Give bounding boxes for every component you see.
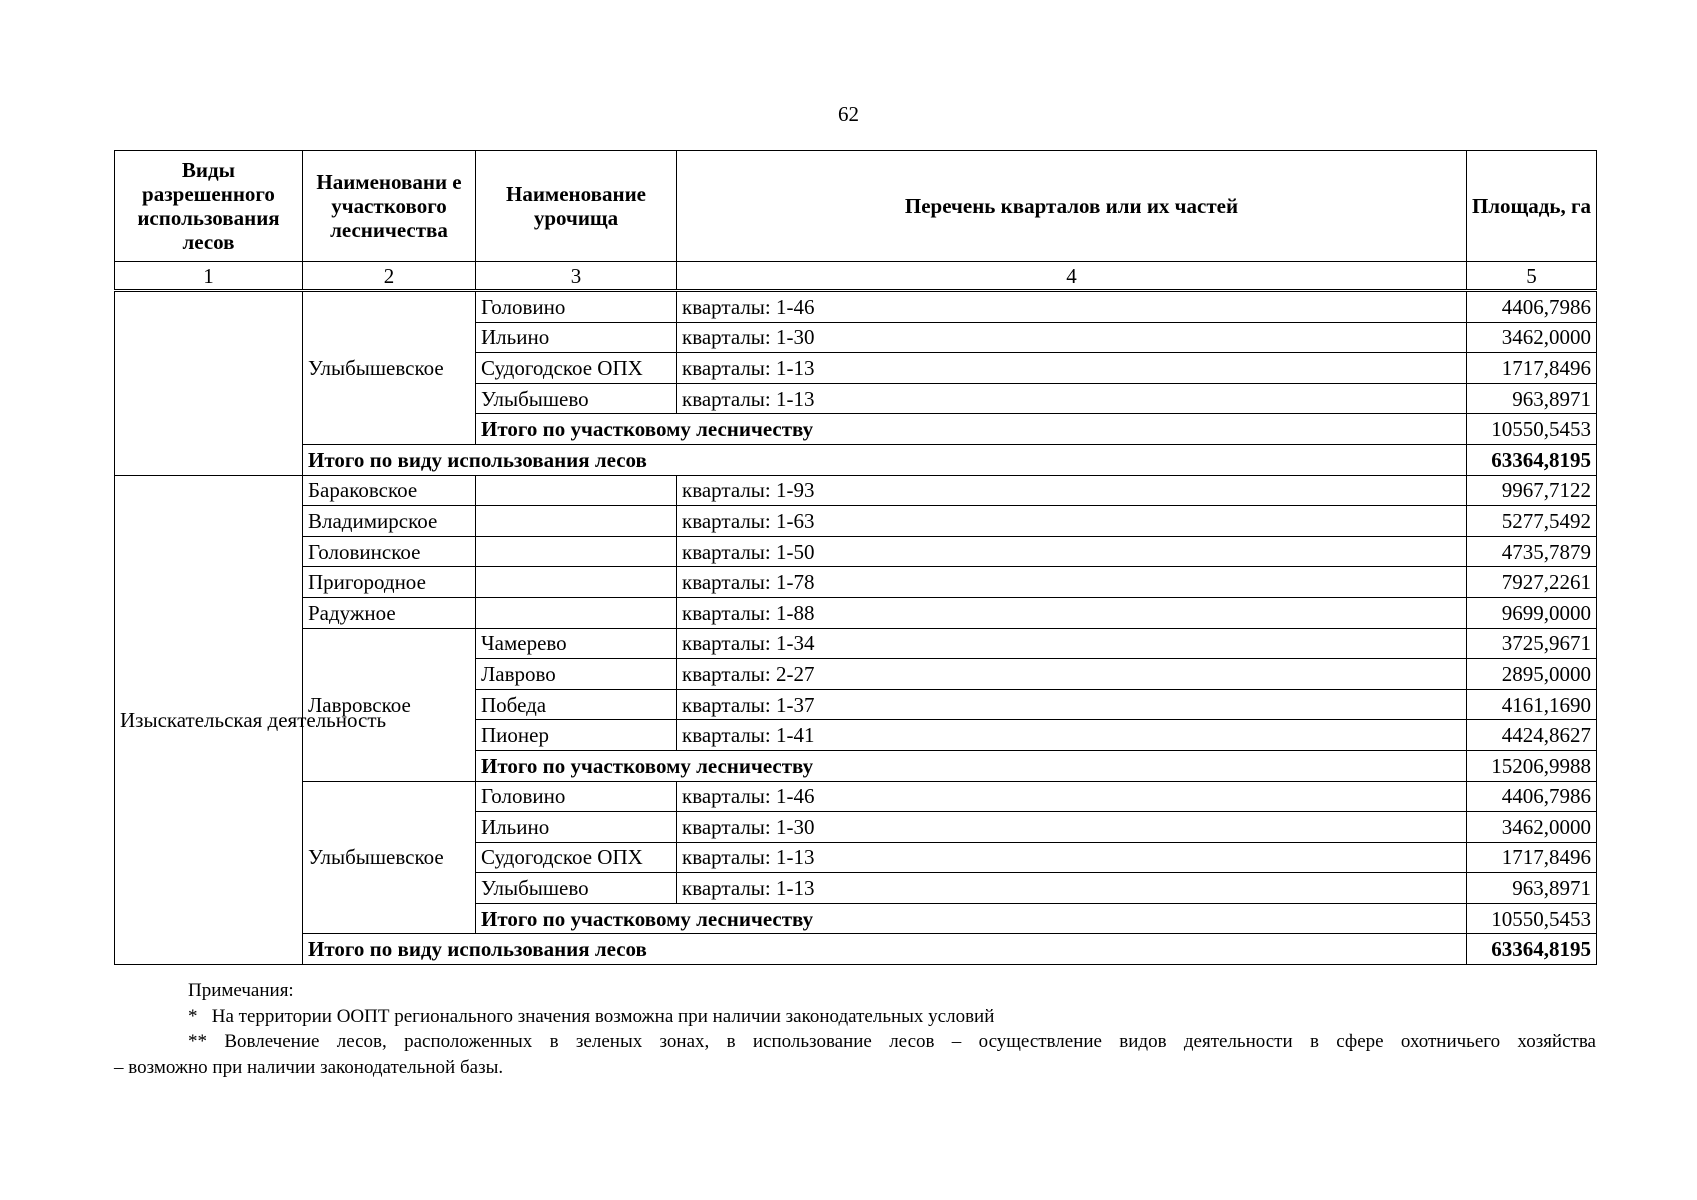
column-number: 1: [115, 262, 303, 291]
quarters: кварталы: 1-50: [677, 536, 1467, 567]
area: 4161,1690: [1467, 689, 1597, 720]
area: 9699,0000: [1467, 597, 1597, 628]
area: 1717,8496: [1467, 842, 1597, 873]
tract-name: Головино: [476, 781, 677, 812]
tract-name: Головино: [476, 291, 677, 323]
tract-name: Лаврово: [476, 659, 677, 690]
forestry-name: Владимирское: [303, 506, 476, 537]
subtotal-label: Итого по участковому лесничеству: [476, 750, 1467, 781]
total-row: [115, 934, 1597, 965]
column-number-row: [115, 262, 1597, 291]
area: 4735,7879: [1467, 536, 1597, 567]
total-value: 63364,8195: [1467, 934, 1597, 965]
tract-name: Ильино: [476, 322, 677, 353]
tract-name: Судогодское ОПХ: [476, 842, 677, 873]
subtotal-label: Итого по участковому лесничеству: [476, 903, 1467, 934]
quarters: кварталы: 1-93: [677, 475, 1467, 506]
quarters: кварталы: 1-37: [677, 689, 1467, 720]
area: 7927,2261: [1467, 567, 1597, 598]
notes-section: [114, 978, 1596, 1080]
page-number: 62: [838, 102, 859, 126]
header-area: Площадь, га: [1467, 151, 1597, 262]
quarters: кварталы: 1-46: [677, 291, 1467, 323]
area: 4406,7986: [1467, 781, 1597, 812]
forestry-name: Радужное: [303, 597, 476, 628]
usage-type-cell-empty: [115, 291, 303, 476]
forestry-name: Головинское: [303, 536, 476, 567]
area: 1717,8496: [1467, 353, 1597, 384]
quarters: кварталы: 1-78: [677, 567, 1467, 598]
note-2-line-2: – возможно при наличии законодательной базы.: [114, 1056, 504, 1078]
quarters: кварталы: 1-41: [677, 720, 1467, 751]
tract-name: [476, 597, 677, 628]
table-row: [115, 506, 1597, 537]
table-row: [115, 291, 1597, 323]
tract-name: Пионер: [476, 720, 677, 751]
tract-name: [476, 506, 677, 537]
area: 4406,7986: [1467, 291, 1597, 323]
quarters: кварталы: 1-13: [677, 383, 1467, 414]
table-row: [115, 781, 1597, 812]
forestry-name: Пригородное: [303, 567, 476, 598]
area: 2895,0000: [1467, 659, 1597, 690]
quarters: кварталы: 1-13: [677, 873, 1467, 904]
area: 4424,8627: [1467, 720, 1597, 751]
total-label: Итого по виду использования лесов: [303, 444, 1467, 475]
forest-usage-table: [114, 150, 1597, 965]
area: 3462,0000: [1467, 322, 1597, 353]
area: 963,8971: [1467, 873, 1597, 904]
header-usage-type: Виды разрешенного использования лесов: [115, 151, 303, 262]
forestry-name: Улыбышевское: [303, 781, 476, 934]
forestry-name: Улыбышевское: [303, 291, 476, 445]
subtotal-label: Итого по участковому лесничеству: [476, 414, 1467, 445]
tract-name: Чамерево: [476, 628, 677, 659]
quarters: кварталы: 1-34: [677, 628, 1467, 659]
area: 3462,0000: [1467, 812, 1597, 843]
column-number: 4: [677, 262, 1467, 291]
tract-name: Ильино: [476, 812, 677, 843]
quarters: кварталы: 1-46: [677, 781, 1467, 812]
total-row: [115, 444, 1597, 475]
quarters: кварталы: 1-88: [677, 597, 1467, 628]
column-number: 5: [1467, 262, 1597, 291]
table-row: [115, 628, 1597, 659]
quarters: кварталы: 1-30: [677, 322, 1467, 353]
tract-name: [476, 567, 677, 598]
area: 3725,9671: [1467, 628, 1597, 659]
total-label: Итого по виду использования лесов: [303, 934, 1467, 965]
table-header-row: [115, 151, 1597, 262]
table-row: [115, 597, 1597, 628]
table-row: [115, 567, 1597, 598]
quarters: кварталы: 2-27: [677, 659, 1467, 690]
header-quarters-list: Перечень кварталов или их частей: [677, 151, 1467, 262]
tract-name: Улыбышево: [476, 383, 677, 414]
usage-type: Изыскательская деятельность: [115, 475, 303, 965]
subtotal-value: 10550,5453: [1467, 903, 1597, 934]
quarters: кварталы: 1-13: [677, 353, 1467, 384]
quarters: кварталы: 1-30: [677, 812, 1467, 843]
subtotal-value: 10550,5453: [1467, 414, 1597, 445]
tract-name: [476, 475, 677, 506]
area: 963,8971: [1467, 383, 1597, 414]
column-number: 2: [303, 262, 476, 291]
table-row: [115, 475, 1597, 506]
tract-name: Улыбышево: [476, 873, 677, 904]
tract-name: Победа: [476, 689, 677, 720]
forestry-name: Лавровское: [303, 628, 476, 781]
column-number: 3: [476, 262, 677, 291]
note-1: * На территории ООПТ регионального значения возможна при наличии законодательных условий: [188, 1005, 995, 1027]
notes-title: Примечания:: [188, 980, 294, 1001]
header-tract-name: Наименование урочища: [476, 151, 677, 262]
quarters: кварталы: 1-63: [677, 506, 1467, 537]
tract-name: Судогодское ОПХ: [476, 353, 677, 384]
quarters: кварталы: 1-13: [677, 842, 1467, 873]
tract-name: [476, 536, 677, 567]
subtotal-value: 15206,9988: [1467, 750, 1597, 781]
area: 9967,7122: [1467, 475, 1597, 506]
note-2-line-1: ** Вовлечение лесов, расположенных в зеленых зонах, в использование лесов – осуществление видов деятельности в сфере охотничьего хозяйства: [188, 1031, 1596, 1052]
total-value: 63364,8195: [1467, 444, 1597, 475]
table-row: [115, 536, 1597, 567]
forestry-name: Бараковское: [303, 475, 476, 506]
area: 5277,5492: [1467, 506, 1597, 537]
header-forestry-name: Наименовани е участкового лесничества: [303, 151, 476, 262]
